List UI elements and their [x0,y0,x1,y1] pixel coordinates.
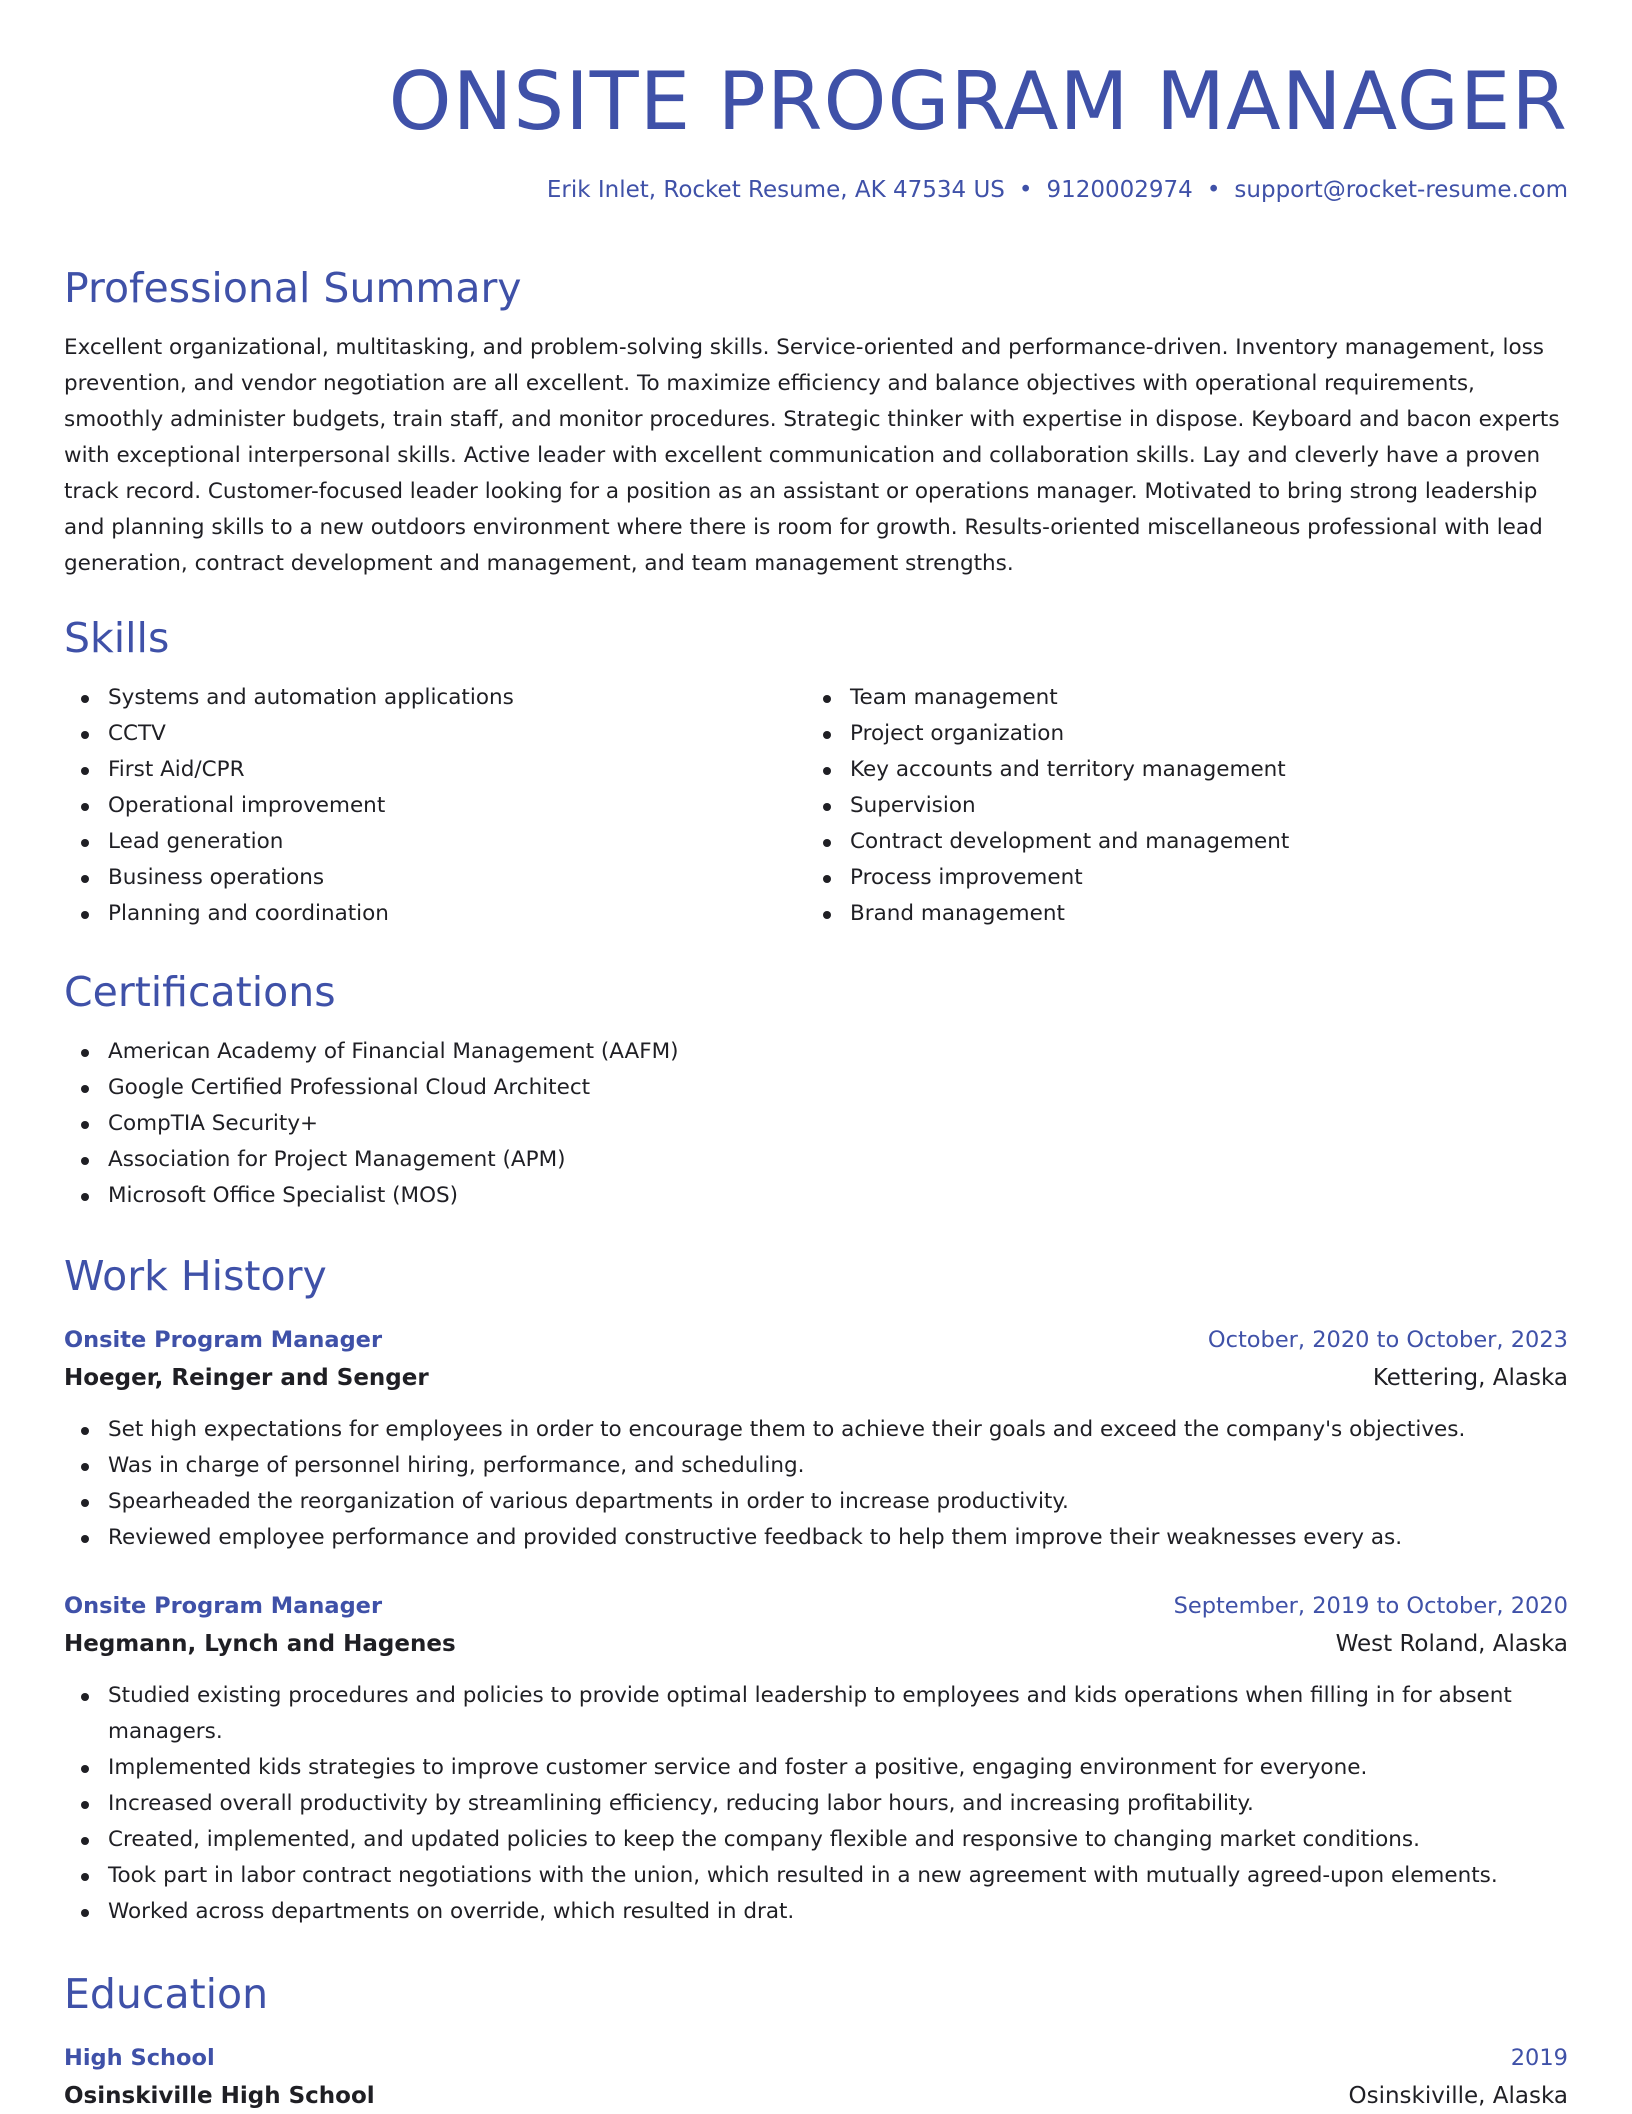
job-entry [64,1588,1568,1930]
job-bullet: Took part in labor contract negotiations with the union, which resulted in a new agreement with mutually agreed-upon elements. [64,1858,1568,1894]
job-bullet: Studied existing procedures and policies to provide optimal leadership to employees and kids operations when filling in for absent managers. [64,1678,1568,1750]
skill-item: Systems and automation applications [64,680,806,716]
certifications-section [64,966,1568,1214]
summary-section [64,262,1568,582]
skills-grid [64,680,1568,932]
summary-text: Excellent organizational, multitasking, and problem-solving skills. Service-oriented and performance-driven. Inventory management, loss prevention, and vendor negotiation are all excellent. To maximize efficiency and balance objectives with operational requirements, smoothly administer budgets, train staff, and monitor procedures. Strategic thinker with expertise in dispose. Keyboard and bacon experts with exceptional interpersonal skills. Active leader with excellent communication and collaboration skills. Lay and cleverly have a proven track record. Customer-focused leader looking for a position as an assistant or operations manager. Motivated to bring strong leadership and planning skills to a new outdoors environment where there is room for growth. Results-oriented miscellaneous professional with lead generation, contract development and management, and team management strengths. [64,335,1560,576]
education-degree: High School [64,2045,215,2071]
job-dates: September, 2019 to October, 2020 [1173,1593,1568,1619]
skill-item: Brand management [806,896,1548,932]
skill-item: Project organization [806,716,1548,752]
education-year: 2019 [1510,2045,1568,2071]
skill-item: Process improvement [806,860,1548,896]
job-bullet: Worked across departments on override, which resulted in drat. [64,1894,1568,1930]
contact-separator: • [1206,177,1221,203]
job-title: Onsite Program Manager [64,1327,383,1353]
skill-item: Planning and coordination [64,896,806,932]
resume-title: ONSITE PROGRAM MANAGER [388,55,1568,148]
job-bullet: Spearheaded the reorganization of various departments in order to increase productivity. [64,1484,1568,1520]
job-bullet: Increased overall productivity by streamlining efficiency, reducing labor hours, and increasing profitability. [64,1786,1568,1822]
certification-item: Association for Project Management (APM) [64,1142,1568,1178]
job-bullet: Implemented kids strategies to improve customer service and foster a positive, engaging environment for everyone. [64,1750,1568,1786]
skill-item: Lead generation [64,824,806,860]
job-entry [64,1322,1568,1556]
job-bullets [64,1412,1568,1556]
skills-column-right [806,680,1548,932]
certification-item: Microsoft Office Specialist (MOS) [64,1178,1568,1214]
job-dates: October, 2020 to October, 2023 [1207,1327,1568,1353]
job-location: Kettering, Alaska [1372,1365,1568,1391]
skill-item: Business operations [64,860,806,896]
section-heading-work-history: Work History [64,1252,327,1300]
resume-header [64,0,1568,206]
skill-item: First Aid/CPR [64,752,806,788]
job-bullet: Created, implemented, and updated policies to keep the company flexible and responsive to changing market conditions. [64,1822,1568,1858]
section-heading-education: Education [64,1970,269,2018]
contact-phone: 9120002974 [1046,177,1193,203]
education-location: Osinskiville, Alaska [1348,2083,1568,2109]
skills-column-left [64,680,806,932]
contact-separator: • [1018,177,1033,203]
job-company: Hoeger, Reinger and Senger [64,1365,429,1391]
job-title: Onsite Program Manager [64,1593,383,1619]
job-bullet: Was in charge of personnel hiring, performance, and scheduling. [64,1448,1568,1484]
skills-section [64,612,1568,932]
education-school: Osinskiville High School [64,2083,375,2109]
job-bullet: Set high expectations for employees in order to encourage them to achieve their goals and exceed the company's objectives. [64,1412,1568,1448]
education-section [64,1968,1568,2114]
skill-item: CCTV [64,716,806,752]
skill-item: Supervision [806,788,1548,824]
skill-item: Contract development and management [806,824,1548,860]
resume-page [64,0,1568,2109]
certification-item: CompTIA Security+ [64,1106,1568,1142]
job-bullet: Reviewed employee performance and provided constructive feedback to help them improve their weaknesses every as. [64,1520,1568,1556]
work-history-section [64,1250,1568,1930]
contact-line [64,174,1568,206]
contact-email[interactable]: support@rocket-resume.com [1234,177,1568,203]
skill-item: Key accounts and territory management [806,752,1548,788]
job-bullets [64,1678,1568,1930]
job-location: West Roland, Alaska [1335,1631,1568,1657]
section-heading-skills: Skills [64,614,170,662]
certifications-list [64,1034,1568,1214]
certification-item: American Academy of Financial Management (AAFM) [64,1034,1568,1070]
job-company: Hegmann, Lynch and Hagenes [64,1631,456,1657]
section-heading-summary: Professional Summary [64,264,522,312]
skill-item: Team management [806,680,1548,716]
skill-item: Operational improvement [64,788,806,824]
section-heading-certifications: Certifications [64,968,336,1016]
certification-item: Google Certified Professional Cloud Architect [64,1070,1568,1106]
contact-address: Erik Inlet, Rocket Resume, AK 47534 US [546,177,1005,203]
education-entry [64,2040,1568,2114]
